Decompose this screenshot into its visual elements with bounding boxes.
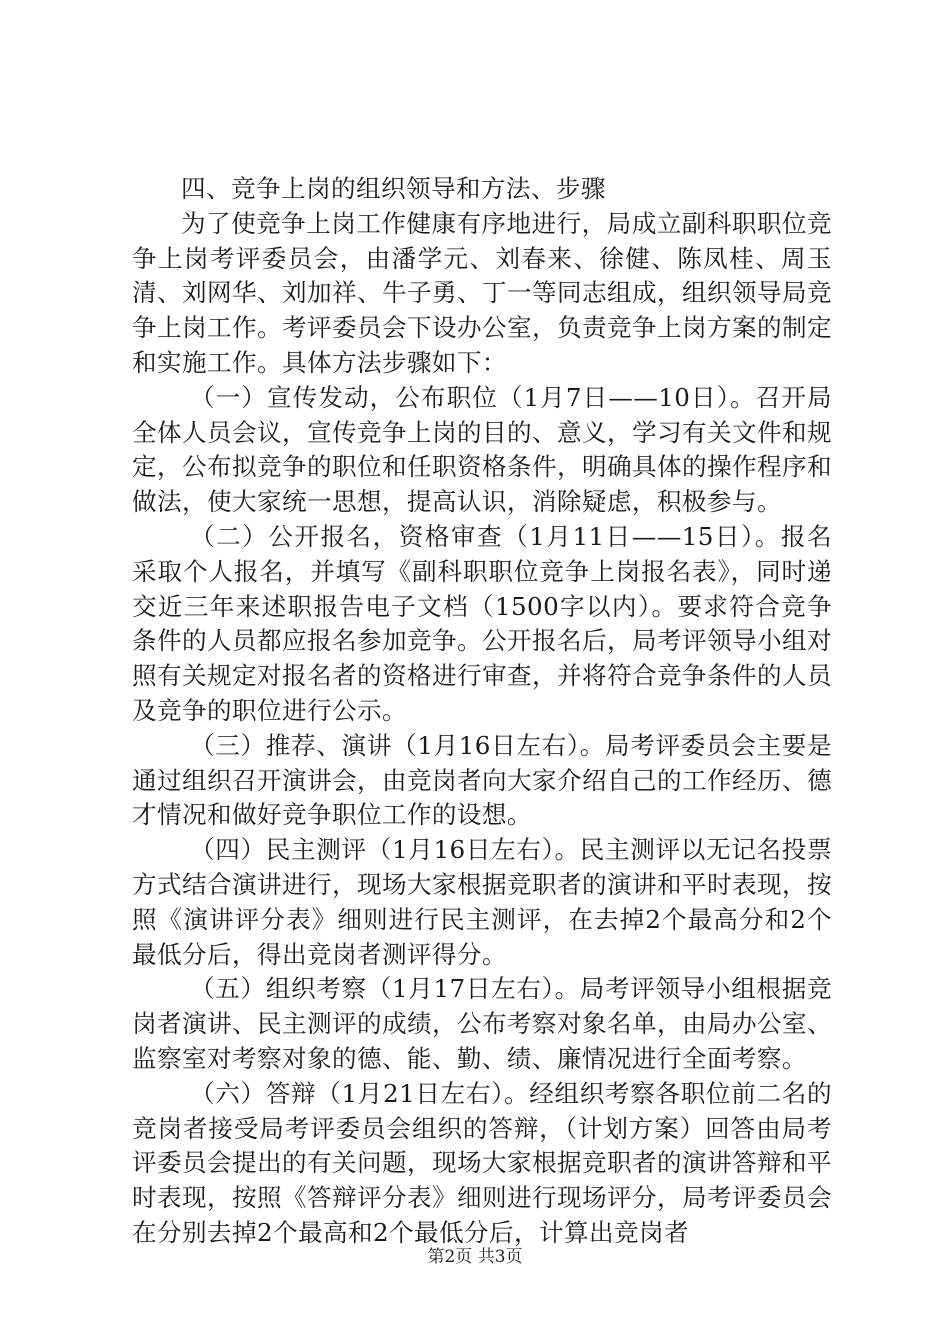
step-5-paragraph: （五）组织考察（1月17日左右）。局考评领导小组根据竞岗者演讲、民主测评的成绩，公布考察对象名单，由局办公室、监察室对考察对象的德、能、勤、绩、廉情况进行全面考察。 (132, 974, 832, 1073)
section-heading: 四、竞争上岗的组织领导和方法、步骤 (181, 174, 606, 203)
page-number-footer: 第2页 共3页 (427, 1247, 523, 1267)
step-4-paragraph: （四）民主测评（1月16日左右）。民主测评以无记名投票方式结合演讲进行，现场大家根据竞职者的演讲和平时表现，按照《演讲评分表》细则进行民主测评，在去掉2个最高分和2个最低分后，得出竞岗者测评得分。 (132, 835, 832, 969)
document-body (132, 172, 832, 1251)
step-3-paragraph: （三）推荐、演讲（1月16日左右）。局考评委员会主要是通过组织召开演讲会，由竞岗者向大家介绍自己的工作经历、德才情况和做好竞争职位工作的设想。 (132, 730, 832, 830)
step-1-paragraph: （一）宣传发动，公布职位（1月7日——10日）。召开局全体人员会议，宣传竞争上岗的目的、意义，学习有关文件和规定，公布拟竞争的职位和任职资格条件，明确具体的操作程序和做法，使大家统一思想，提高认识，消除疑虑，积极参与。 (132, 382, 832, 517)
intro-paragraph: 为了使竞争上岗工作健康有序地进行，局成立副科职职位竞争上岗考评委员会，由潘学元、刘春来、徐健、陈凤桂、周玉清、刘网华、刘加祥、牛子勇、丁一等同志组成，组织领导局竞争上岗工作。考评委员会下设办公室，负责竞争上岗方案的制定和实施工作。具体方法步骤如下： (132, 208, 832, 377)
step-2-paragraph: （二）公开报名，资格审查（1月11日——15日）。报名采取个人报名，并填写《副科职职位竞争上岗报名表》，同时递交近三年来述职报告电子文档（1500字以内）。要求符合竞争条件的人员都应报名参加竞争。公开报名后，局考评领导小组对照有关规定对报名者的资格进行审查，并将符合竞争条件的人员及竞争的职位进行公示。 (132, 521, 832, 725)
step-6-paragraph: （六）答辩（1月21日左右）。经组织考察各职位前二名的竞岗者接受局考评委员会组织的答辩，（计划方案）回答由局考评委员会提出的有关问题，现场大家根据竞职者的演讲答辩和平时表现，按照《答辩评分表》细则进行现场评分，局考评委员会在分别去掉2个最高和2个最低分后，计算出竞岗者 (132, 1078, 832, 1247)
